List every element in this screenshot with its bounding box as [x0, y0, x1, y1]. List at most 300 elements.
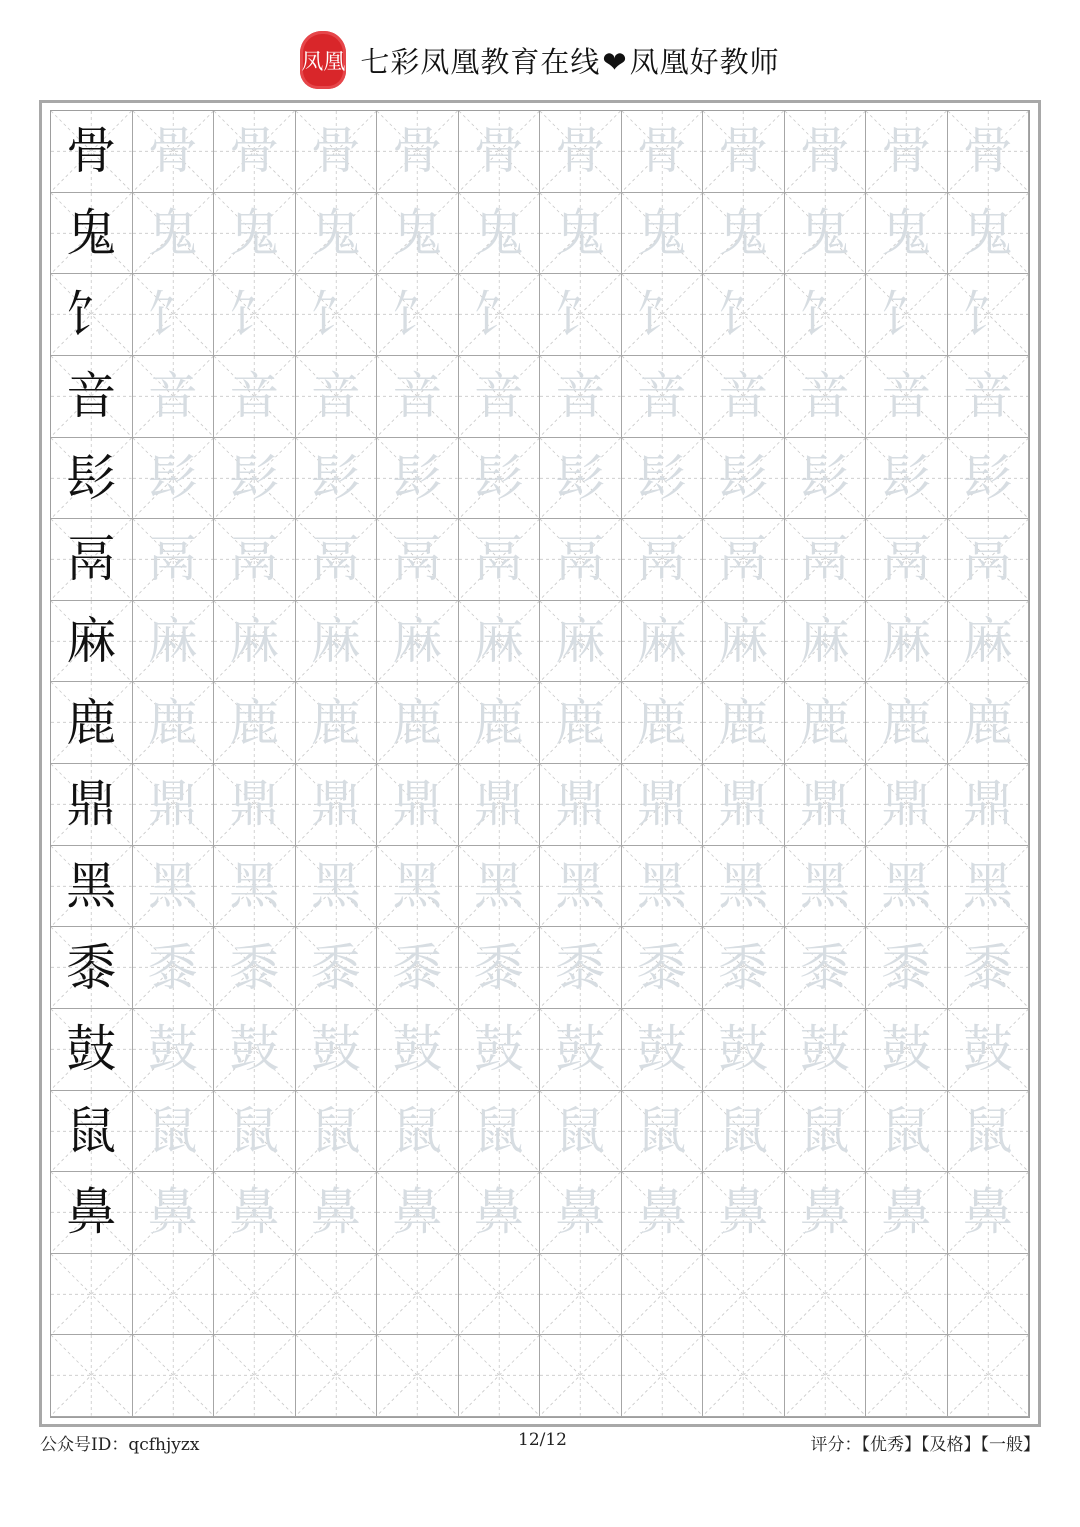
grid-cell — [377, 356, 459, 438]
grid-cell — [459, 601, 541, 683]
trace-character: 黍 — [962, 938, 1013, 997]
trace-character: 音 — [147, 367, 198, 426]
grid-cell — [785, 111, 867, 193]
grid-cell — [948, 1009, 1030, 1091]
grid-cell — [377, 1009, 459, 1091]
grid-cell — [296, 1172, 378, 1254]
trace-character: 鼠 — [962, 1101, 1013, 1160]
trace-character: 麻 — [799, 612, 850, 671]
grid-cell — [703, 438, 785, 520]
trace-character: 黑 — [473, 856, 524, 915]
model-character: 鼻 — [66, 1183, 117, 1242]
trace-character: 鼠 — [473, 1101, 524, 1160]
grid-cell — [948, 1254, 1030, 1336]
trace-character: 鹿 — [881, 693, 932, 752]
grid-cell — [51, 927, 133, 1009]
trace-character: 鹿 — [555, 693, 606, 752]
guide-lines — [785, 1335, 866, 1416]
grid-cell — [51, 193, 133, 275]
trace-character: 饣 — [392, 285, 443, 344]
grid-cell — [296, 1335, 378, 1417]
grid-cell — [51, 274, 133, 356]
grid-cell — [622, 111, 704, 193]
trace-character: 鬼 — [473, 203, 524, 262]
grid-cell — [622, 927, 704, 1009]
trace-character: 鼓 — [392, 1020, 443, 1079]
grid-cell — [51, 601, 133, 683]
trace-character: 骨 — [229, 122, 280, 181]
trace-character: 鼻 — [229, 1183, 280, 1242]
grid-cell — [377, 764, 459, 846]
grid-cell — [622, 1172, 704, 1254]
trace-character: 鼠 — [555, 1101, 606, 1160]
grid-cell — [133, 111, 215, 193]
grid-cell — [133, 356, 215, 438]
rating-options: 【优秀】【及格】【一般】 — [861, 1435, 1040, 1455]
grid-cell — [51, 438, 133, 520]
trace-character: 鼓 — [962, 1020, 1013, 1079]
grid-cell — [540, 601, 622, 683]
model-character: 骨 — [66, 122, 117, 181]
grid-cell — [703, 601, 785, 683]
grid-cell — [296, 1091, 378, 1173]
trace-character: 鼎 — [799, 775, 850, 834]
trace-character: 鬲 — [555, 530, 606, 589]
grid-cell — [703, 111, 785, 193]
trace-character: 鼓 — [310, 1020, 361, 1079]
seal-text: 凤凰 — [301, 49, 346, 75]
grid-cell — [703, 193, 785, 275]
grid-cell — [703, 1009, 785, 1091]
grid-cell — [133, 764, 215, 846]
trace-character: 鼓 — [147, 1020, 198, 1079]
guide-lines — [459, 1335, 540, 1416]
grid-cell — [948, 682, 1030, 764]
trace-character: 黍 — [799, 938, 850, 997]
grid-cell — [540, 1335, 622, 1417]
trace-character: 麻 — [962, 612, 1013, 671]
grid-cell — [51, 682, 133, 764]
trace-character: 麻 — [718, 612, 769, 671]
trace-character: 鼠 — [799, 1101, 850, 1160]
grid-cell — [51, 1335, 133, 1417]
grid-cell — [133, 274, 215, 356]
trace-character: 鹿 — [392, 693, 443, 752]
trace-character: 黍 — [555, 938, 606, 997]
trace-character: 髟 — [962, 448, 1013, 507]
grid-cell — [51, 1091, 133, 1173]
guide-lines — [214, 1335, 295, 1416]
guide-lines — [540, 1335, 621, 1416]
grid-cell — [540, 1172, 622, 1254]
grid-cell — [866, 519, 948, 601]
trace-character: 饣 — [147, 285, 198, 344]
account-label: 公众号ID： — [40, 1435, 129, 1455]
grid-cell — [377, 1254, 459, 1336]
grid-cell — [296, 274, 378, 356]
trace-character: 鹿 — [799, 693, 850, 752]
grid-cell — [377, 111, 459, 193]
trace-character: 鼓 — [555, 1020, 606, 1079]
trace-character: 鼠 — [229, 1101, 280, 1160]
guide-lines — [540, 1254, 621, 1335]
grid-cell — [377, 519, 459, 601]
grid-cell — [296, 846, 378, 928]
grid-cell — [459, 1335, 541, 1417]
grid-cell — [703, 519, 785, 601]
grid-cell — [214, 1091, 296, 1173]
grid-cell — [377, 193, 459, 275]
grid-cell — [296, 764, 378, 846]
guide-lines — [377, 1335, 458, 1416]
guide-lines — [133, 1335, 214, 1416]
grid-cell — [51, 1172, 133, 1254]
trace-character: 鹿 — [718, 693, 769, 752]
grid-cell — [133, 682, 215, 764]
trace-character: 黍 — [229, 938, 280, 997]
trace-character: 麻 — [555, 612, 606, 671]
trace-character: 鬲 — [636, 530, 687, 589]
grid-cell — [785, 927, 867, 1009]
grid-cell — [459, 927, 541, 1009]
grid-cell — [459, 274, 541, 356]
grid-cell — [51, 1009, 133, 1091]
trace-character: 骨 — [392, 122, 443, 181]
grid-cell — [866, 193, 948, 275]
grid-cell — [459, 764, 541, 846]
grid-cell — [377, 274, 459, 356]
heart-icon: ❤ — [602, 44, 628, 79]
trace-character: 音 — [392, 367, 443, 426]
guide-lines — [51, 1254, 132, 1335]
trace-character: 鼻 — [392, 1183, 443, 1242]
grid-cell — [948, 764, 1030, 846]
trace-character: 音 — [473, 367, 524, 426]
grid-cell — [296, 682, 378, 764]
trace-character: 鼻 — [799, 1183, 850, 1242]
grid-cell — [866, 1335, 948, 1417]
trace-character: 饣 — [555, 285, 606, 344]
grid-cell — [866, 1254, 948, 1336]
trace-character: 黑 — [147, 856, 198, 915]
grid-cell — [622, 356, 704, 438]
trace-character: 饣 — [881, 285, 932, 344]
trace-character: 饣 — [310, 285, 361, 344]
trace-character: 音 — [799, 367, 850, 426]
grid-cell — [540, 764, 622, 846]
grid-cell — [948, 438, 1030, 520]
grid-cell — [948, 927, 1030, 1009]
trace-character: 骨 — [962, 122, 1013, 181]
grid-cell — [866, 1172, 948, 1254]
grid-cell — [51, 519, 133, 601]
trace-character: 麻 — [310, 612, 361, 671]
grid-cell — [459, 1009, 541, 1091]
trace-character: 鼎 — [229, 775, 280, 834]
trace-character: 音 — [718, 367, 769, 426]
guide-lines — [622, 1254, 703, 1335]
grid-cell — [296, 1254, 378, 1336]
trace-character: 骨 — [799, 122, 850, 181]
grid-cell — [459, 1254, 541, 1336]
trace-character: 黑 — [229, 856, 280, 915]
model-character: 饣 — [66, 285, 117, 344]
grid-cell — [948, 1172, 1030, 1254]
trace-character: 黍 — [392, 938, 443, 997]
trace-character: 鹿 — [229, 693, 280, 752]
trace-character: 麻 — [392, 612, 443, 671]
model-character: 髟 — [66, 448, 117, 507]
trace-character: 鼠 — [392, 1101, 443, 1160]
grid-cell — [296, 356, 378, 438]
trace-character: 鬲 — [310, 530, 361, 589]
model-character: 鬼 — [66, 203, 117, 262]
grid-cell — [785, 274, 867, 356]
grid-cell — [296, 519, 378, 601]
page-title — [360, 40, 779, 81]
trace-character: 黑 — [962, 856, 1013, 915]
trace-character: 鼎 — [392, 775, 443, 834]
grid-cell — [866, 1091, 948, 1173]
trace-character: 鬼 — [229, 203, 280, 262]
trace-character: 鼎 — [473, 775, 524, 834]
trace-character: 骨 — [636, 122, 687, 181]
trace-character: 鬼 — [881, 203, 932, 262]
guide-lines — [785, 1254, 866, 1335]
trace-character: 鬲 — [718, 530, 769, 589]
trace-character: 鬼 — [310, 203, 361, 262]
grid-cell — [785, 1091, 867, 1173]
grid-cell — [540, 193, 622, 275]
grid-cell — [214, 601, 296, 683]
grid-cell — [377, 927, 459, 1009]
grid-cell — [459, 111, 541, 193]
grid-cell — [214, 519, 296, 601]
grid-cell — [785, 519, 867, 601]
guide-lines — [866, 1254, 947, 1335]
grid-cell — [459, 682, 541, 764]
grid-cell — [459, 438, 541, 520]
trace-character: 鹿 — [962, 693, 1013, 752]
grid-cell — [214, 274, 296, 356]
trace-character: 音 — [636, 367, 687, 426]
model-character: 麻 — [66, 612, 117, 671]
grid-cell — [51, 111, 133, 193]
trace-character: 麻 — [147, 612, 198, 671]
title-part-1: 七彩凤凰教育在线 — [360, 44, 601, 79]
trace-character: 麻 — [636, 612, 687, 671]
grid-cell — [866, 438, 948, 520]
grid-cell — [703, 1254, 785, 1336]
grid-cell — [377, 1335, 459, 1417]
grid-cell — [377, 438, 459, 520]
grid-cell — [133, 1335, 215, 1417]
model-character: 鼓 — [66, 1020, 117, 1079]
rating-area — [811, 1430, 1041, 1455]
trace-character: 黑 — [636, 856, 687, 915]
grid-cell — [540, 438, 622, 520]
trace-character: 鬲 — [799, 530, 850, 589]
trace-character: 音 — [229, 367, 280, 426]
grid-cell — [785, 193, 867, 275]
grid-cell — [214, 682, 296, 764]
phoenix-seal-logo — [300, 31, 346, 89]
trace-character: 黍 — [881, 938, 932, 997]
trace-character: 饣 — [473, 285, 524, 344]
trace-character: 鬼 — [392, 203, 443, 262]
grid-cell — [540, 356, 622, 438]
grid-cell — [296, 927, 378, 1009]
grid-cell — [459, 193, 541, 275]
trace-character: 鬼 — [147, 203, 198, 262]
grid-cell — [703, 1091, 785, 1173]
trace-character: 骨 — [881, 122, 932, 181]
grid-cell — [948, 1335, 1030, 1417]
trace-character: 髟 — [310, 448, 361, 507]
grid-cell — [703, 1172, 785, 1254]
trace-character: 鹿 — [147, 693, 198, 752]
grid-cell — [133, 1009, 215, 1091]
grid-cell — [785, 356, 867, 438]
grid-cell — [540, 1009, 622, 1091]
grid-cell — [540, 682, 622, 764]
trace-character: 音 — [555, 367, 606, 426]
trace-character: 黑 — [881, 856, 932, 915]
grid-cell — [948, 519, 1030, 601]
grid-cell — [622, 519, 704, 601]
grid-cell — [622, 1335, 704, 1417]
grid-cell — [296, 193, 378, 275]
trace-character: 鬲 — [147, 530, 198, 589]
trace-character: 鼻 — [473, 1183, 524, 1242]
grid-cell — [459, 519, 541, 601]
grid-cell — [214, 1254, 296, 1336]
grid-cell — [540, 111, 622, 193]
trace-character: 鬲 — [962, 530, 1013, 589]
trace-character: 饣 — [962, 285, 1013, 344]
guide-lines — [377, 1254, 458, 1335]
grid-cell — [459, 356, 541, 438]
grid-cell — [51, 846, 133, 928]
trace-character: 鬼 — [718, 203, 769, 262]
trace-character: 鼎 — [147, 775, 198, 834]
guide-lines — [622, 1335, 703, 1416]
grid-cell — [785, 764, 867, 846]
trace-character: 鼻 — [881, 1183, 932, 1242]
trace-character: 鼠 — [718, 1101, 769, 1160]
trace-character: 鬼 — [799, 203, 850, 262]
trace-character: 黑 — [310, 856, 361, 915]
grid-cell — [377, 682, 459, 764]
tianzige-practice-grid — [50, 110, 1030, 1418]
trace-character: 骨 — [310, 122, 361, 181]
grid-cell — [133, 438, 215, 520]
grid-cell — [377, 1091, 459, 1173]
guide-lines — [296, 1254, 377, 1335]
trace-character: 髟 — [718, 448, 769, 507]
grid-cell — [622, 682, 704, 764]
grid-cell — [785, 1172, 867, 1254]
trace-character: 鼻 — [718, 1183, 769, 1242]
trace-character: 鼓 — [473, 1020, 524, 1079]
trace-character: 鼎 — [636, 775, 687, 834]
model-character: 音 — [66, 367, 117, 426]
grid-cell — [703, 1335, 785, 1417]
grid-cell — [785, 1335, 867, 1417]
grid-cell — [133, 1172, 215, 1254]
grid-cell — [948, 356, 1030, 438]
account-id: qcfhjyzx — [128, 1435, 200, 1455]
grid-cell — [296, 438, 378, 520]
grid-cell — [214, 111, 296, 193]
grid-cell — [622, 1254, 704, 1336]
model-character: 鹿 — [66, 693, 117, 752]
grid-cell — [703, 274, 785, 356]
trace-character: 鼎 — [881, 775, 932, 834]
guide-lines — [51, 1335, 132, 1416]
trace-character: 音 — [310, 367, 361, 426]
grid-cell — [703, 764, 785, 846]
grid-cell — [214, 438, 296, 520]
grid-cell — [133, 193, 215, 275]
grid-cell — [133, 519, 215, 601]
trace-character: 鬼 — [636, 203, 687, 262]
trace-character: 鼓 — [636, 1020, 687, 1079]
trace-character: 鼎 — [310, 775, 361, 834]
grid-cell — [459, 1172, 541, 1254]
trace-character: 黍 — [147, 938, 198, 997]
grid-cell — [622, 193, 704, 275]
grid-cell — [377, 1172, 459, 1254]
grid-cell — [377, 601, 459, 683]
grid-cell — [459, 846, 541, 928]
grid-cell — [540, 927, 622, 1009]
grid-cell — [214, 1172, 296, 1254]
grid-cell — [866, 846, 948, 928]
grid-cell — [866, 682, 948, 764]
grid-cell — [785, 682, 867, 764]
trace-character: 麻 — [881, 612, 932, 671]
trace-character: 鼻 — [962, 1183, 1013, 1242]
grid-cell — [622, 601, 704, 683]
trace-character: 黑 — [799, 856, 850, 915]
grid-cell — [785, 438, 867, 520]
trace-character: 黑 — [718, 856, 769, 915]
grid-cell — [214, 927, 296, 1009]
trace-character: 骨 — [718, 122, 769, 181]
grid-cell — [51, 764, 133, 846]
grid-cell — [214, 764, 296, 846]
page-number: 12/12 — [518, 1430, 567, 1450]
grid-cell — [296, 111, 378, 193]
grid-cell — [703, 682, 785, 764]
trace-character: 髟 — [229, 448, 280, 507]
grid-cell — [703, 846, 785, 928]
grid-cell — [133, 1091, 215, 1173]
trace-character: 骨 — [147, 122, 198, 181]
grid-cell — [785, 1009, 867, 1091]
trace-character: 骨 — [555, 122, 606, 181]
trace-character: 鼓 — [718, 1020, 769, 1079]
guide-lines — [133, 1254, 214, 1335]
guide-lines — [703, 1254, 784, 1335]
trace-character: 鬲 — [473, 530, 524, 589]
grid-cell — [948, 1091, 1030, 1173]
grid-cell — [214, 356, 296, 438]
trace-character: 髟 — [881, 448, 932, 507]
trace-character: 鬲 — [229, 530, 280, 589]
trace-character: 麻 — [229, 612, 280, 671]
